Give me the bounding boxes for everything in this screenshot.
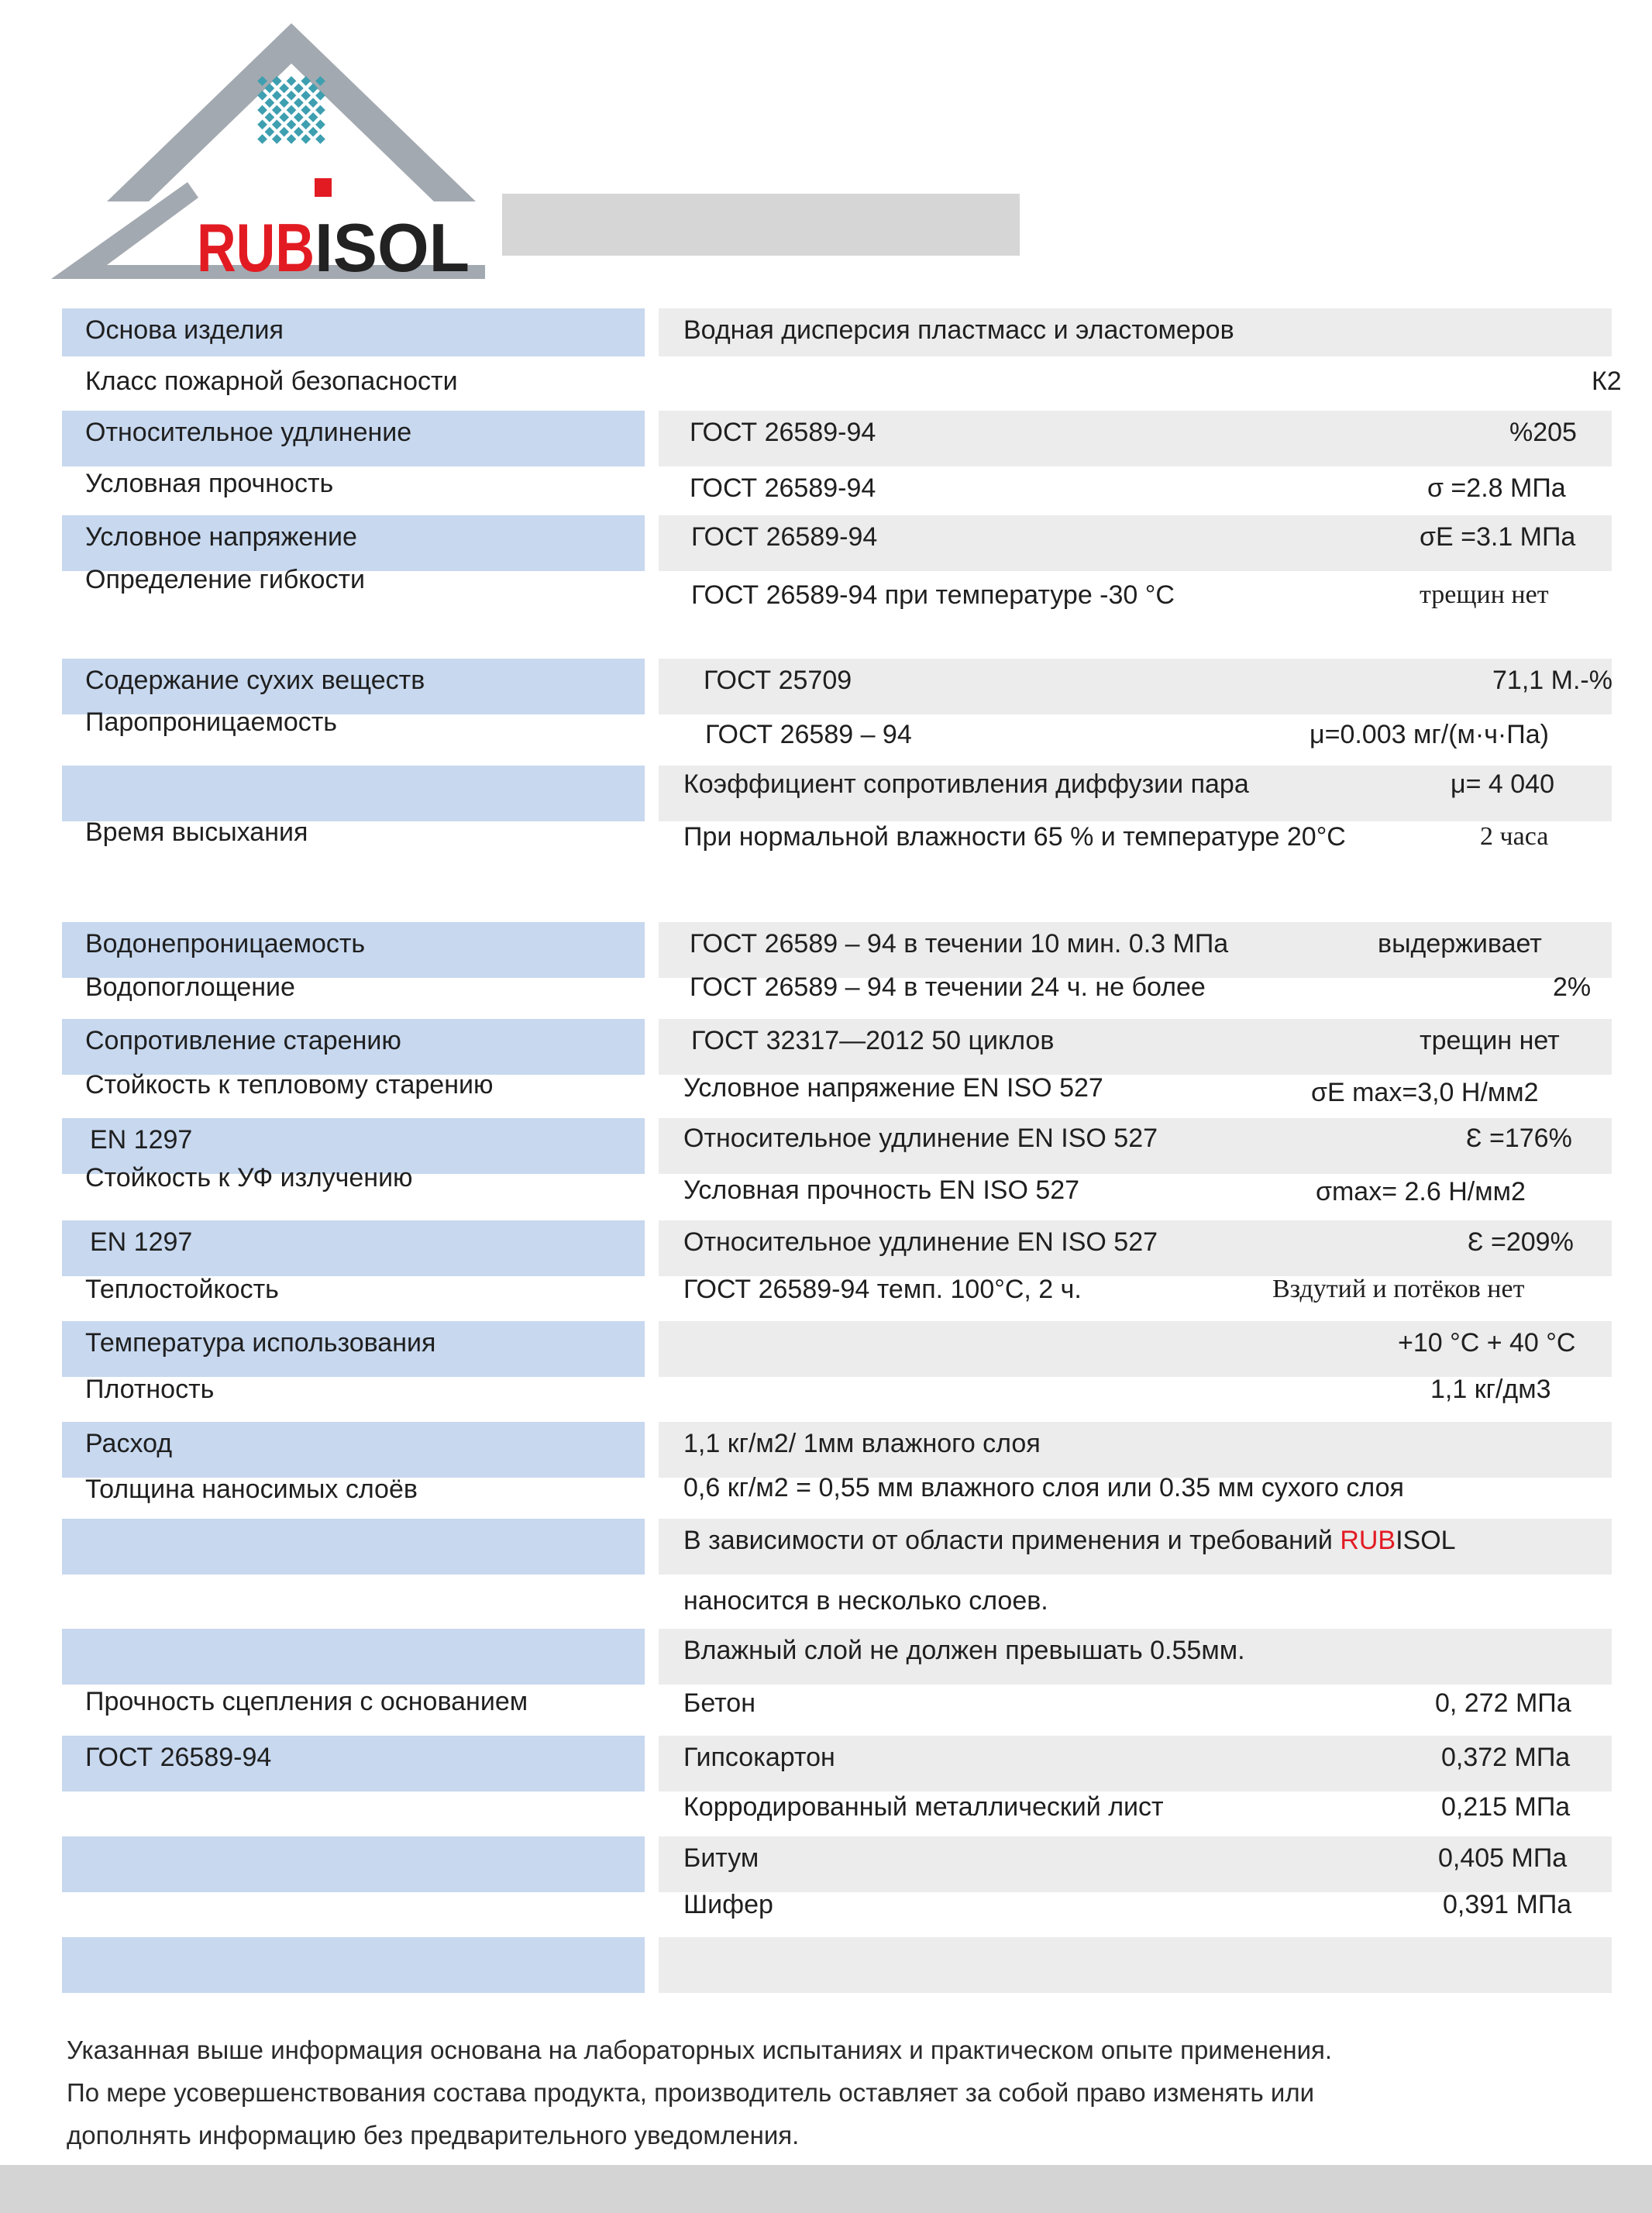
disclaimer-line-3: дополнять информацию без предварительного уведомления. [67,2121,800,2149]
property-label: Теплостойкость [85,1275,279,1304]
logo-diamond [279,98,289,108]
rubisol-logo [51,23,485,287]
property-value: Бетон [683,1688,755,1718]
property-label: Расход [85,1429,173,1458]
logo-diamond [257,119,267,129]
value-cell [659,361,1612,400]
property-label: Класс пожарной безопасности [85,367,458,396]
property-value: Корродированный металлический лист [683,1792,1164,1822]
logo-diamond [315,105,325,115]
table-row [0,1883,1652,1928]
logo-diamond [257,105,267,115]
property-result: трещин нет [1420,580,1549,609]
value-text: В зависимости от области применения и требований [683,1526,1333,1555]
logo-diamond [272,105,282,115]
property-value: При нормальной влажности 65 % и температуре 20°С [683,822,1346,852]
property-value: Условная прочность EN ISO 527 [683,1175,1080,1205]
property-value: наносится в несколько слоев. [683,1586,1048,1616]
property-cell [62,1573,645,1619]
table-row [0,465,1652,507]
table-row [0,308,1652,356]
logo-diamond [279,127,289,137]
property-result: σ =2.8 МПа [1427,473,1566,503]
property-label: Стойкость к УФ излучению [85,1163,413,1193]
property-value: ГОСТ 26589-94 [690,473,876,503]
property-label: Плотность [85,1375,215,1404]
logo-diamond [265,127,275,137]
disclaimer [67,2029,1332,2156]
property-value: ГОСТ 26589-94 при температуре -30 °С [691,580,1175,610]
logo-diamond [272,91,282,101]
property-value: ГОСТ 26589-94 [690,418,876,447]
table-row [0,1937,1652,1993]
property-result: трещин нет [1420,1026,1560,1055]
table-row [0,1019,1652,1075]
property-result: 0,215 МПа [1441,1792,1571,1822]
property-value: ГОСТ 26589-94 [691,522,878,552]
property-value: ГОСТ 26589 – 94 в течении 10 мин. 0.3 МПа [690,929,1229,959]
property-result: 0,372 МПа [1441,1743,1571,1772]
logo-diamond [294,112,304,122]
property-cell [62,1883,645,1928]
property-label: Сопротивление старению [85,1026,401,1055]
property-result: 0,405 МПа [1438,1843,1568,1873]
value-cell [659,1937,1612,1993]
property-cell [62,1782,645,1827]
property-value: Водная дисперсия пластмасс и эластомеров [683,315,1234,345]
title-bar [502,194,1020,256]
property-cell [62,1629,645,1685]
table-row [0,969,1652,1007]
property-label: Содержание сухих веществ [85,666,425,695]
logo-diamond [315,134,325,144]
property-result: σE =3.1 МПа [1420,522,1576,552]
logo-diamond [287,76,297,86]
property-value: Относительное удлинение EN ISO 527 [683,1124,1158,1153]
property-result: σE max=3,0 Н/мм2 [1311,1078,1539,1107]
property-value: Гипсокартон [683,1743,835,1772]
property-value: ГОСТ 26589 – 94 [705,720,912,749]
property-value: ГОСТ 25709 [704,666,852,695]
logo-diamond [308,112,318,122]
property-result: %205 [1509,418,1577,447]
property-value: Коэффициент сопротивления диффузии пара [683,769,1249,799]
property-label: Условная прочность [85,469,334,498]
logo-diamond [308,98,318,108]
property-label: Толщина наносимых слоёв [85,1475,418,1504]
table-row [0,1519,1652,1575]
logo-diamond [272,134,282,144]
property-value: ГОСТ 32317—2012 50 циклов [691,1026,1055,1055]
disclaimer-line-1: Указанная выше информация основана на лабораторных испытаниях и практическом опыте применения. [67,2036,1333,2064]
property-result: μ= 4 040 [1451,769,1554,799]
table-row [0,1368,1652,1409]
logo-diamond [294,84,304,94]
logo-diamond [308,127,318,137]
property-result: 1,1 кг/дм3 [1430,1375,1551,1404]
property-result: σmax= 2.6 Н/мм2 [1316,1177,1526,1206]
property-result: К2 [1592,367,1622,396]
property-value: Условное напряжение EN ISO 527 [683,1073,1103,1103]
property-label: EN 1297 [90,1125,193,1155]
disclaimer-line-2: По мере усовершенствования состава продукта, производитель оставляет за собой право изменять или [67,2078,1315,2107]
logo-diamond [294,98,304,108]
logo-diamond [287,105,297,115]
logo-diamond [265,98,275,108]
logo-diamond [294,127,304,137]
table-row [0,567,1652,614]
property-label: Прочность сцепления с основанием [85,1687,528,1716]
logo-diamond [257,134,267,144]
brand-tail-text: ISOL [1396,1526,1456,1555]
table-row [0,361,1652,400]
table-row [0,1469,1652,1511]
logo-text-dark: ISOL [315,209,470,286]
property-label: Условное напряжение [85,522,357,552]
logo-diamond [301,119,311,129]
property-result: 71,1 М.-% [1492,666,1612,695]
table-row [0,1220,1652,1276]
logo-diamond [272,119,282,129]
property-label: EN 1297 [90,1227,193,1257]
property-result: Ɛ =176% [1466,1124,1572,1153]
footer-band [0,2165,1652,2213]
property-label: Стойкость к тепловому старению [85,1070,494,1100]
logo-diamond-grid [257,76,325,144]
logo-diamond [301,91,311,101]
table-row [0,814,1652,860]
brand-red-text: RUB [1340,1526,1396,1555]
property-value: Относительное удлинение EN ISO 527 [683,1227,1158,1257]
table-row [0,1271,1652,1313]
table-row [0,411,1652,466]
logo-diamond [265,112,275,122]
property-result: 0,391 МПа [1443,1890,1572,1919]
property-label: Водопоглощение [85,972,295,1002]
property-value: Влажный слой не должен превышать 0.55мм. [683,1636,1245,1665]
property-label: Водонепроницаемость [85,929,366,959]
property-result: μ=0.003 мг/(м·ч·Па) [1310,720,1549,749]
logo-diamond [287,91,297,101]
property-label: Температура использования [85,1328,436,1358]
logo-i-dot [315,178,332,197]
property-value: 1,1 кг/м2/ 1мм влажного слоя [683,1429,1041,1458]
property-result: +10 °С + 40 °С [1398,1328,1576,1358]
property-result: 2 часа [1480,822,1549,851]
logo-diamond [279,112,289,122]
property-label: Определение гибкости [85,565,366,594]
property-result: выдерживает [1378,929,1542,959]
logo-diamond [315,119,325,129]
property-label: Основа изделия [85,315,284,345]
property-cell [62,1937,645,1993]
table-row [0,1069,1652,1110]
property-label: Относительное удлинение [85,418,412,447]
property-value: ГОСТ 26589-94 темп. 100°С, 2 ч. [683,1275,1082,1304]
table-row [0,1573,1652,1619]
property-value: ГОСТ 26589 – 94 в течении 24 ч. не более [690,972,1206,1002]
table-row [0,1163,1652,1210]
property-label: ГОСТ 26589-94 [85,1743,272,1772]
table-row [0,1782,1652,1827]
logo-diamond [279,84,289,94]
logo-diamond [301,134,311,144]
property-result: Ɛ =209% [1468,1227,1574,1257]
property-result: 2% [1553,972,1592,1002]
property-result: Вздутий и потёков нет [1272,1275,1525,1303]
logo-diamond [287,134,297,144]
logo-diamond [301,105,311,115]
property-value: 0,6 кг/м2 = 0,55 мм влажного слоя или 0.35 мм сухого слоя [683,1473,1404,1502]
table-row [0,707,1652,753]
property-result: 0, 272 МПа [1435,1688,1571,1718]
property-value: Битум [683,1843,759,1873]
table-row [0,515,1652,571]
property-value: Шифер [683,1890,773,1919]
table-row [0,1681,1652,1726]
property-value [683,1525,1456,1556]
property-cell [62,1519,645,1575]
table-row [0,1629,1652,1685]
logo-diamond [287,119,297,129]
logo-text-red: RUB [197,209,315,286]
property-label: Время высыхания [85,817,308,847]
property-label: Паропроницаемость [85,707,338,737]
